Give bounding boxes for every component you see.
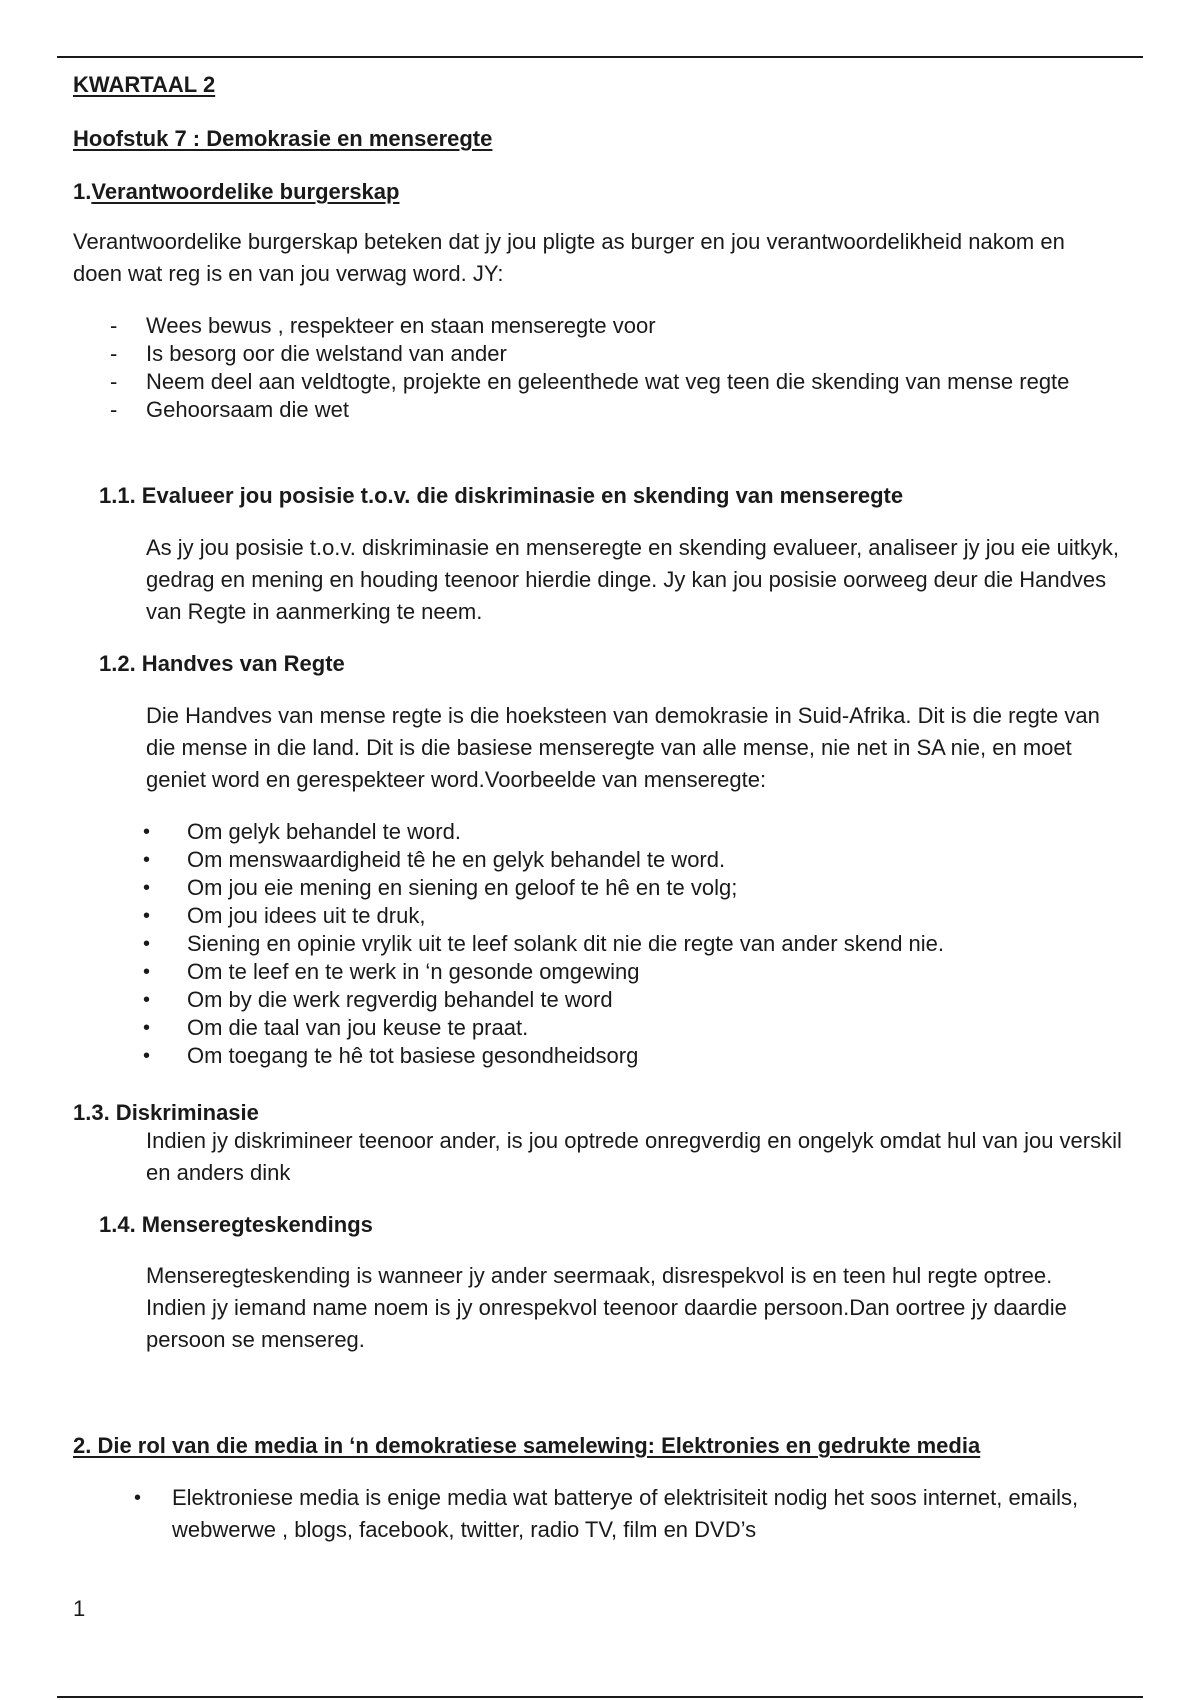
section2-list: [134, 1482, 1102, 1546]
bullet-marker: •: [143, 961, 151, 983]
section1-list: [110, 312, 1106, 424]
bullet-marker: •: [143, 849, 151, 871]
list-item: - Is besorg oor die welstand van ander: [110, 341, 507, 366]
chapter-title: Hoofstuk 7 : Demokrasie en menseregte: [73, 126, 493, 151]
page-number: 1: [73, 1596, 86, 1621]
section1-heading: [73, 179, 399, 205]
bullet-marker: •: [143, 989, 151, 1011]
top-rule: [57, 56, 1143, 58]
bullet-marker: •: [143, 1017, 151, 1039]
list-item: • Om gelyk behandel te word.: [143, 819, 461, 844]
section1-title: Verantwoordelike burgerskap: [91, 179, 400, 204]
rights-list: [143, 818, 1087, 1070]
bottom-rule: [57, 1696, 1143, 1698]
list-item: - Neem deel aan veldtogte, projekte en geleenthede wat veg teen die skending van mense regte: [110, 369, 1070, 394]
list-item: - Gehoorsaam die wet: [110, 397, 349, 422]
bullet-marker: •: [143, 1045, 151, 1067]
list-item: • Om menswaardigheid tê he en gelyk behandel te word.: [143, 847, 726, 872]
bullet-marker: •: [143, 905, 151, 927]
list-item: • Om te leef en te werk in ‘n gesonde omgewing: [143, 959, 640, 984]
list-item: • Om jou eie mening en siening en geloof te hê en te volg;: [143, 875, 738, 900]
bullet-marker: •: [143, 877, 151, 899]
list-item: • Siening en opinie vrylik uit te leef solank dit nie die regte van ander skend nie.: [143, 931, 945, 956]
list-item: - Wees bewus , respekteer en staan menseregte voor: [110, 313, 656, 338]
list-item: • Om toegang te hê tot basiese gesondheidsorg: [143, 1043, 639, 1068]
sub1-1-title: 1.1. Evalueer jou posisie t.o.v. die diskriminasie en skending van menseregte: [99, 483, 904, 508]
bullet-marker: •: [134, 1487, 142, 1509]
sub1-2-title: 1.2. Handves van Regte: [99, 651, 345, 676]
dash-marker: -: [110, 341, 118, 366]
bullet-marker: •: [143, 821, 151, 843]
bullet-marker: •: [143, 933, 151, 955]
list-item: • Om die taal van jou keuse te praat.: [143, 1015, 529, 1040]
section2-title: 2. Die rol van die media in ‘n demokratiese samelewing: Elektronies en gedrukte media: [73, 1433, 981, 1458]
sub1-3-title: 1.3. Diskriminasie: [73, 1100, 259, 1125]
sub1-4-body: Menseregteskending is wanneer jy ander seermaak, disrespekvol is en teen hul regte optree. Indien jy iemand name noem is jy onrespekvol teenoor daardie persoon.Dan oortree jy daardie persoon se mensereg.: [146, 1263, 1067, 1352]
sub1-2-body: Die Handves van mense regte is die hoeksteen van demokrasie in Suid-Afrika. Dit is die regte van die mense in die land. Dit is die basiese menseregte van alle mense, nie net in SA nie, en moet geniet word en gerespekteer word.Voorbeelde van menseregte:: [146, 703, 1100, 792]
list-item: • Om jou idees uit te druk,: [143, 903, 426, 928]
list-item: • Elektroniese media is enige media wat batterye of elektrisiteit nodig het soos internet, emails, webwerwe , blogs, facebook, twitter, radio TV, film en DVD’s: [172, 1482, 1102, 1546]
section1-intro: Verantwoordelike burgerskap beteken dat jy jou pligte as burger en jou verantwoordelikheid nakom en doen wat reg is en van jou verwag word. JY:: [73, 229, 1065, 286]
dash-marker: -: [110, 369, 118, 394]
sub1-4-title: 1.4. Menseregteskendings: [99, 1212, 373, 1237]
quarter-title: KWARTAAL 2: [73, 72, 216, 97]
dash-marker: -: [110, 397, 118, 422]
list-item: • Om by die werk regverdig behandel te word: [143, 987, 613, 1012]
dash-marker: -: [110, 313, 118, 338]
sub1-1-body: As jy jou posisie t.o.v. diskriminasie en menseregte en skending evalueer, analiseer jy jou eie uitkyk, gedrag en mening en houding teenoor hierdie dinge. Jy kan jou posisie oorweeg deur die Handves van Regte in aanmerking te neem.: [146, 535, 1119, 624]
sub1-3-body: Indien jy diskrimineer teenoor ander, is jou optrede onregverdig en ongelyk omdat hul van jou verskil en anders dink: [146, 1128, 1122, 1185]
section1-number: 1.: [73, 179, 92, 204]
